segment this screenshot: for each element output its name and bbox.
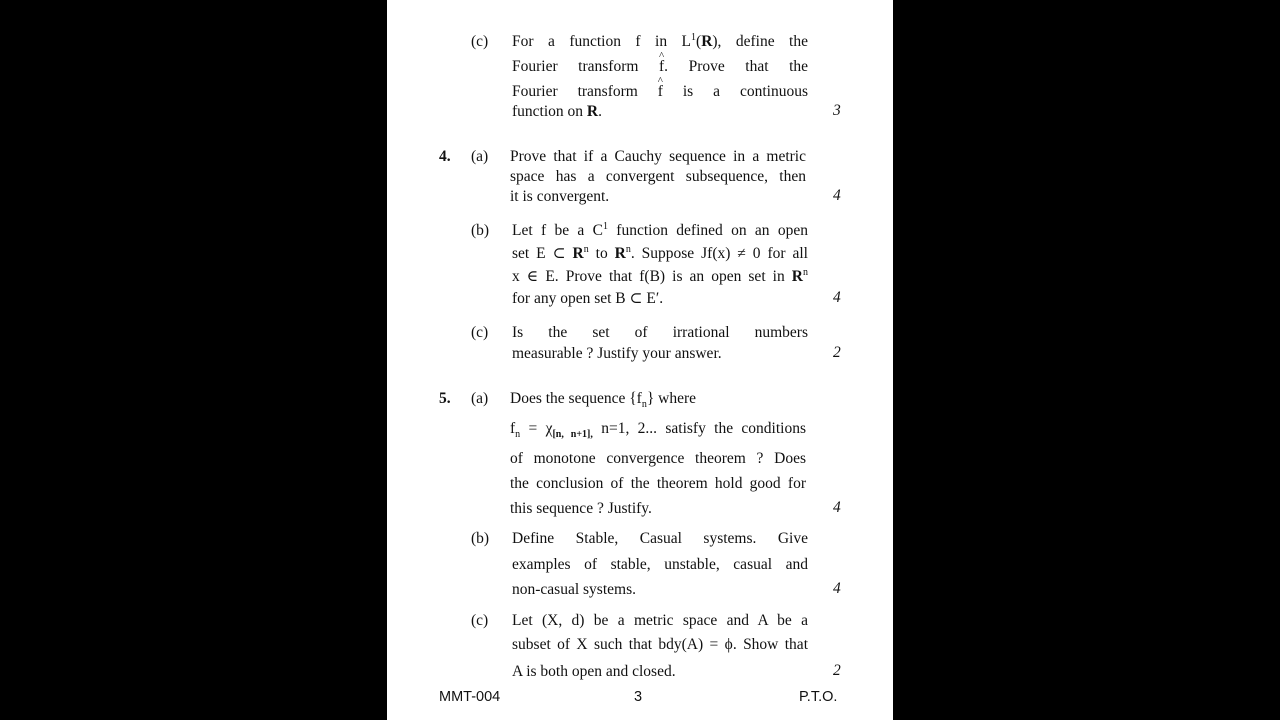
pto-label: P.T.O. [799,689,838,705]
marks: 3 [833,102,841,119]
question-number: 4. [439,148,451,165]
marks: 4 [833,289,841,306]
page-number: 3 [634,689,643,705]
course-code: MMT-004 [439,689,501,705]
question-line: the conclusion of the theorem hold good for [510,475,806,492]
question-line: Let f be a $C^1$ function defined on an open [512,221,809,239]
question-line: Fourier transform ^ f. Prove that the [512,57,808,77]
part-label: (c) [471,33,489,50]
marks: 4 [833,580,841,597]
question-line: Does the sequence $\{f_n\}$ where [510,390,697,410]
question-line: set E ⊂ $R^n$ to $R^n$. Suppose Jf(x) ≠ 0 for all [512,244,808,262]
question-line: x ∈ E. Prove that f(B) is an open set in $R^n$ [512,267,808,285]
question-line: Let (X, d) be a metric space and A be a [512,612,808,629]
marks: 2 [833,344,841,361]
question-line: $f_n = \chi_{[n, n+1],}$ n=1, 2... satisfy the conditions [510,420,806,440]
marks: 4 [833,499,841,516]
exam-page [387,0,893,720]
question-line: Is the set of irrational numbers [512,324,808,341]
question-line: space has a convergent subsequence, then [510,168,806,185]
question-line: non-casual systems. [512,581,636,598]
part-label: (a) [471,390,489,407]
question-number: 5. [439,390,451,407]
question-line: For a function f in $L^1(R)$, define the [512,32,808,50]
part-label: (b) [471,530,490,547]
question-line: it is convergent. [510,188,610,205]
question-line: of monotone convergence theorem ? Does [510,450,806,467]
question-line: subset of X such that bdy(A) = ϕ. Show that [512,636,808,653]
part-label: (c) [471,612,489,629]
question-line: examples of stable, unstable, casual and [512,556,808,573]
question-line: for any open set B ⊂ E′. [512,290,664,307]
part-label: (b) [471,222,490,239]
part-label: (a) [471,148,489,165]
question-line: A is both open and closed. [512,663,676,680]
part-label: (c) [471,324,489,341]
question-line: Prove that if a Cauchy sequence in a metric [510,148,806,165]
question-line: Fourier transform ^ f is a continuous [512,82,808,102]
marks: 4 [833,187,841,204]
question-line: measurable ? Justify your answer. [512,345,722,362]
marks: 2 [833,662,841,679]
question-line: Define Stable, Casual systems. Give [512,530,808,547]
question-line: this sequence ? Justify. [510,500,652,517]
question-line: function on R. [512,103,602,120]
